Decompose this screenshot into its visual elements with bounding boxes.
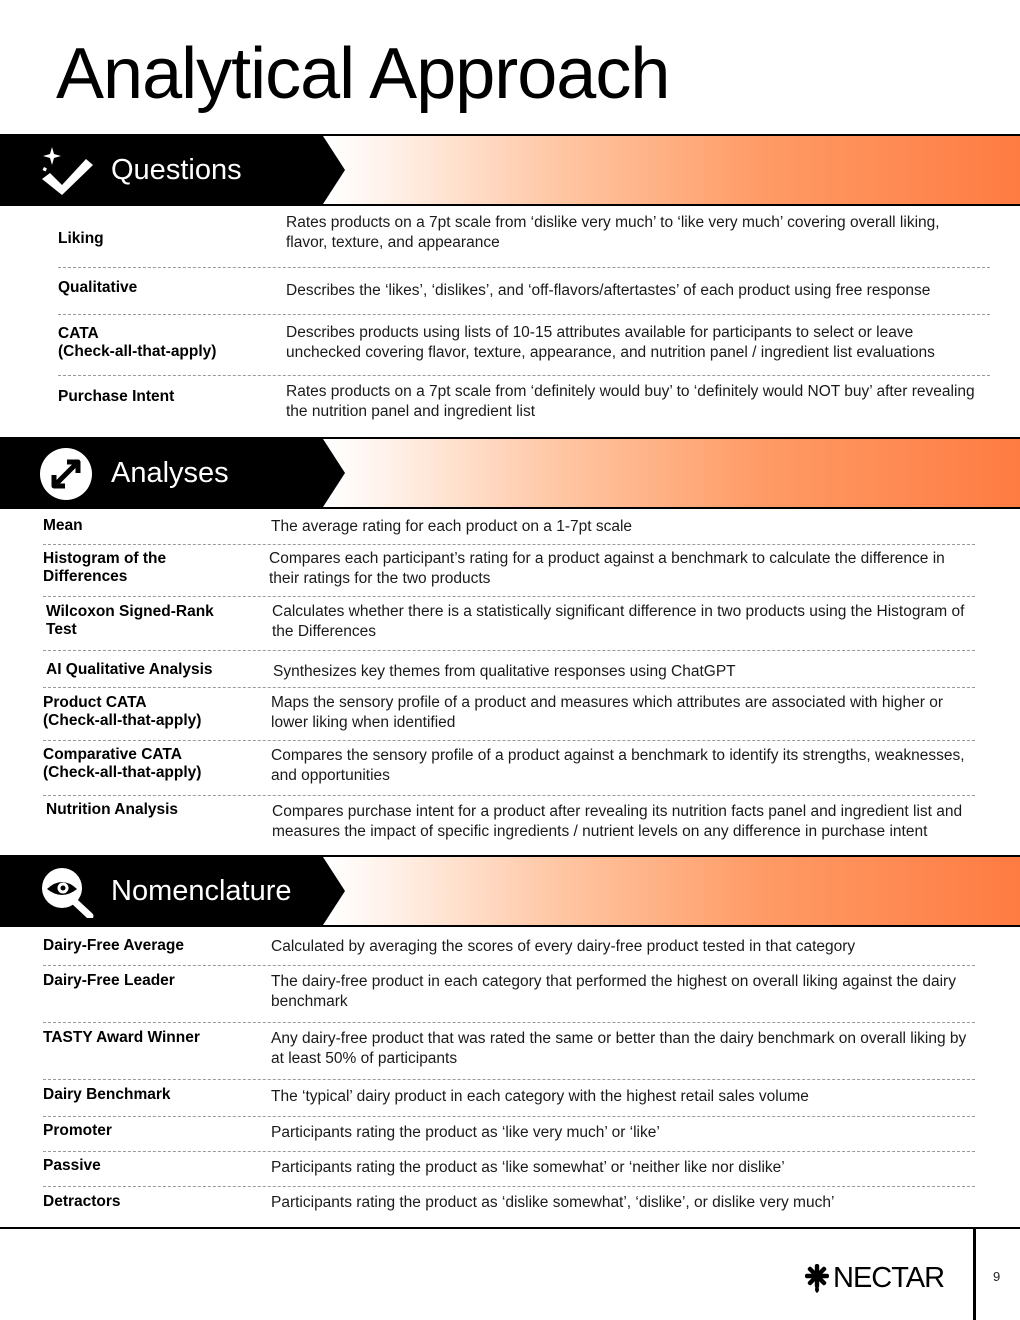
nomenclature-list: [43, 927, 975, 1225]
term-description: Maps the sensory profile of a product and measures which attributes are associated with higher or lower liking when identified: [271, 694, 944, 731]
term-description: Describes the ‘likes’, ‘dislikes’, and ‘off-flavors/aftertastes’ of each product using free response: [286, 282, 931, 299]
term-label: Purchase Intent: [58, 388, 175, 405]
term-label: Dairy-Free Average: [43, 937, 185, 954]
term-description: Compares each participant’s rating for a product against a benchmark to calculate the difference in their ratings for the two products: [269, 550, 945, 587]
list-item: [43, 1152, 975, 1187]
list-item: [58, 206, 990, 268]
term-label: Histogram of the Differences: [43, 550, 167, 585]
term-label: Dairy-Free Leader: [43, 972, 175, 989]
term-label: Passive: [43, 1157, 101, 1174]
section-band-analyses: [0, 437, 1020, 509]
list-item: [43, 1023, 975, 1080]
term-description: Describes products using lists of 10-15 attributes available for participants to select or leave unchecked covering flavor, texture, appearance, and nutrition panel / ingredient list evaluations: [286, 324, 935, 361]
list-item: [58, 376, 990, 436]
nectar-logo: [804, 1260, 944, 1296]
list-item: [43, 1117, 975, 1152]
questions-list: [58, 206, 990, 436]
term-description: Rates products on a 7pt scale from ‘definitely would buy’ to ‘definitely would NOT buy’ after revealing the nutrition panel and ingredient list: [286, 383, 975, 420]
list-item: [43, 1080, 975, 1117]
term-description: Synthesizes key themes from qualitative responses using ChatGPT: [273, 663, 736, 680]
term-label: Liking: [58, 230, 104, 247]
term-label: Detractors: [43, 1193, 121, 1210]
section-heading: Questions: [111, 153, 242, 186]
section-heading: Nomenclature: [111, 874, 292, 907]
term-description: Calculated by averaging the scores of every dairy-free product tested in that category: [271, 938, 856, 955]
term-label: TASTY Award Winner: [43, 1029, 200, 1046]
term-label: CATA (Check-all-that-apply): [58, 325, 217, 360]
term-description: The ‘typical’ dairy product in each category with the highest retail sales volume: [271, 1088, 809, 1105]
section-band-questions: [0, 134, 1020, 206]
term-label: Qualitative: [58, 279, 138, 296]
section-heading: Analyses: [111, 456, 229, 489]
page-title: Analytical Approach: [56, 34, 670, 114]
nectar-flower-icon: [804, 1263, 830, 1293]
list-item: [43, 509, 975, 545]
term-label: Comparative CATA (Check-all-that-apply): [43, 746, 202, 781]
term-description: The dairy-free product in each category that performed the highest on overall liking against the dairy benchmark: [271, 973, 956, 1010]
analyses-list: [43, 509, 975, 854]
section-band-nomenclature: [0, 855, 1020, 927]
expand-arrows-icon: [38, 448, 94, 500]
list-item: [43, 688, 975, 741]
term-description: Compares the sensory profile of a product against a benchmark to identify its strengths, weaknesses, and opportunities: [271, 747, 965, 784]
list-item: [43, 741, 975, 796]
term-description: Compares purchase intent for a product after revealing its nutrition facts panel and ingredient list and measures the impact of specific ingredients / nutrient levels on any difference in purchase intent: [272, 803, 963, 840]
list-item: [43, 927, 975, 966]
list-item: [58, 315, 990, 376]
term-label: Nutrition Analysis: [46, 801, 179, 818]
term-label: AI Qualitative Analysis: [46, 661, 213, 678]
term-label: Promoter: [43, 1122, 112, 1139]
term-description: Rates products on a 7pt scale from ‘dislike very much’ to ‘like very much’ covering overall liking, flavor, texture, and appearance: [286, 214, 940, 251]
eye-magnifier-icon: [38, 866, 94, 918]
footer-divider: [973, 1229, 976, 1320]
list-item: [43, 966, 975, 1023]
list-item: [43, 545, 975, 597]
footer-rule: [0, 1227, 1020, 1229]
list-item: [58, 268, 990, 315]
list-item: [43, 597, 975, 651]
term-label: Mean: [43, 517, 83, 534]
term-description: Calculates whether there is a statistically significant difference in two products using the Histogram of the Differences: [272, 603, 965, 640]
term-label: Wilcoxon Signed-Rank Test: [46, 603, 214, 638]
sparkle-check-icon: [38, 145, 94, 197]
list-item: [43, 796, 975, 854]
logo-text: NECTAR: [833, 1261, 945, 1294]
term-description: Participants rating the product as ‘like very much’ or ‘like’: [271, 1124, 660, 1141]
list-item: [43, 651, 975, 688]
term-description: Participants rating the product as ‘dislike somewhat’, ‘dislike’, or dislike very much’: [271, 1194, 835, 1211]
term-description: The average rating for each product on a 1-7pt scale: [271, 518, 633, 535]
term-description: Any dairy-free product that was rated the same or better than the dairy benchmark on overall liking by at least 50% of participants: [271, 1030, 967, 1067]
list-item: [43, 1187, 975, 1225]
term-label: Product CATA (Check-all-that-apply): [43, 694, 202, 729]
term-label: Dairy Benchmark: [43, 1086, 171, 1103]
term-description: Participants rating the product as ‘like somewhat’ or ‘neither like nor dislike’: [271, 1159, 785, 1176]
page-number: 9: [993, 1269, 1001, 1284]
